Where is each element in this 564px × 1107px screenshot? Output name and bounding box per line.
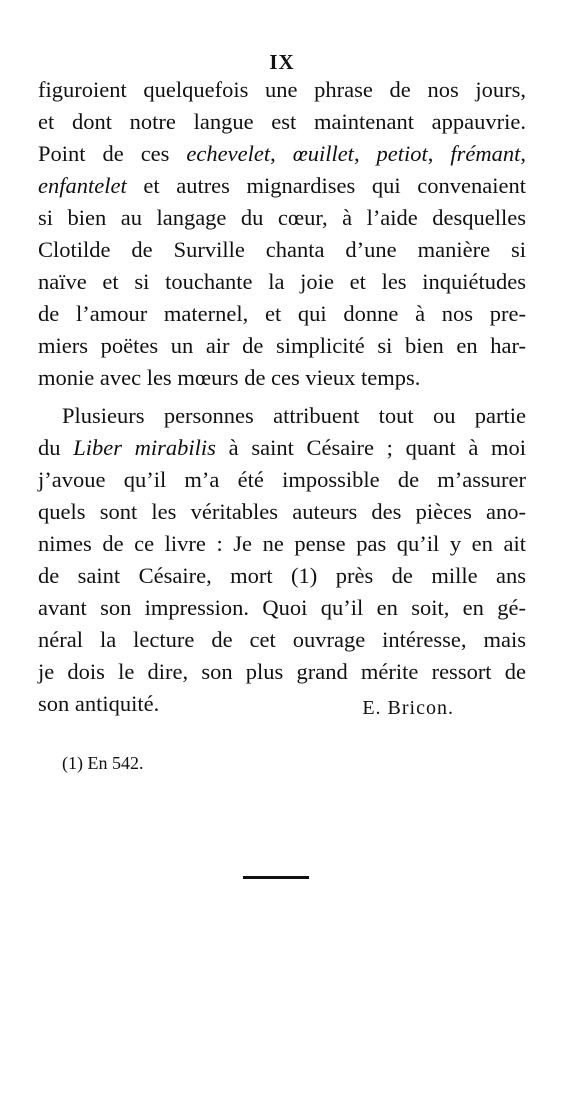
text-line: j’avoue qu’il m’a été impossible de m’assurer — [38, 467, 526, 492]
page-number: IX — [269, 50, 295, 74]
text-run: Point de ces — [38, 141, 187, 166]
italic-word: œuillet — [292, 141, 354, 166]
text-line: son antiquité. — [38, 691, 160, 716]
text-line: de l’amour maternel, et qui donne à nos pre- — [38, 301, 526, 326]
text-run: à saint Césaire ; quant à moi — [215, 435, 526, 460]
italic-word: enfantelet — [38, 173, 127, 198]
text-line — [38, 170, 526, 202]
text-line: de saint Césaire, mort (1) près de mille ans — [38, 563, 526, 588]
text-line: Plusieurs personnes attribuent tout ou partie — [62, 403, 526, 428]
text-run: , — [427, 141, 451, 166]
text-line: nimes de ce livre : Je ne pense pas qu’il y en ait — [38, 531, 526, 556]
text-line — [38, 138, 526, 170]
text-line: miers poëtes un air de simplicité si bien en har- — [38, 333, 526, 358]
text-run: du — [38, 435, 74, 460]
text-line: figuroient quelquefois une phrase de nos jours, — [38, 77, 526, 102]
text-run: , — [520, 141, 527, 166]
text-line: je dois le dire, son plus grand mérite ressort de — [38, 659, 526, 684]
text-line — [38, 432, 526, 464]
italic-word: echevelet — [186, 141, 271, 166]
author-signature: E. Bricon. — [362, 697, 454, 719]
text-line: avant son impression. Quoi qu’il en soit, en gé- — [38, 595, 526, 620]
end-rule-divider — [243, 876, 309, 879]
text-line: néral la lecture de cet ouvrage intéresse, mais — [38, 627, 526, 652]
italic-title: Liber mirabilis — [73, 435, 216, 460]
text-run: , — [353, 141, 377, 166]
text-line: si bien au langage du cœur, à l’aide desquelles — [38, 205, 526, 230]
footnote: (1) En 542. — [62, 753, 144, 773]
text-line: quels sont les véritables auteurs des pièces ano- — [38, 499, 526, 524]
italic-word: petiot — [376, 141, 428, 166]
text-run: , — [270, 141, 293, 166]
text-line: monie avec les mœurs de ces vieux temps. — [38, 365, 421, 390]
text-line: Clotilde de Surville chanta d’une manière si — [38, 237, 526, 262]
text-run: et autres mignardises qui convenaient — [126, 173, 526, 198]
text-line: naïve et si touchante la joie et les inquiétudes — [38, 269, 526, 294]
text-line: et dont notre langue est maintenant appauvrie. — [38, 109, 526, 134]
italic-word: frémant — [450, 141, 521, 166]
